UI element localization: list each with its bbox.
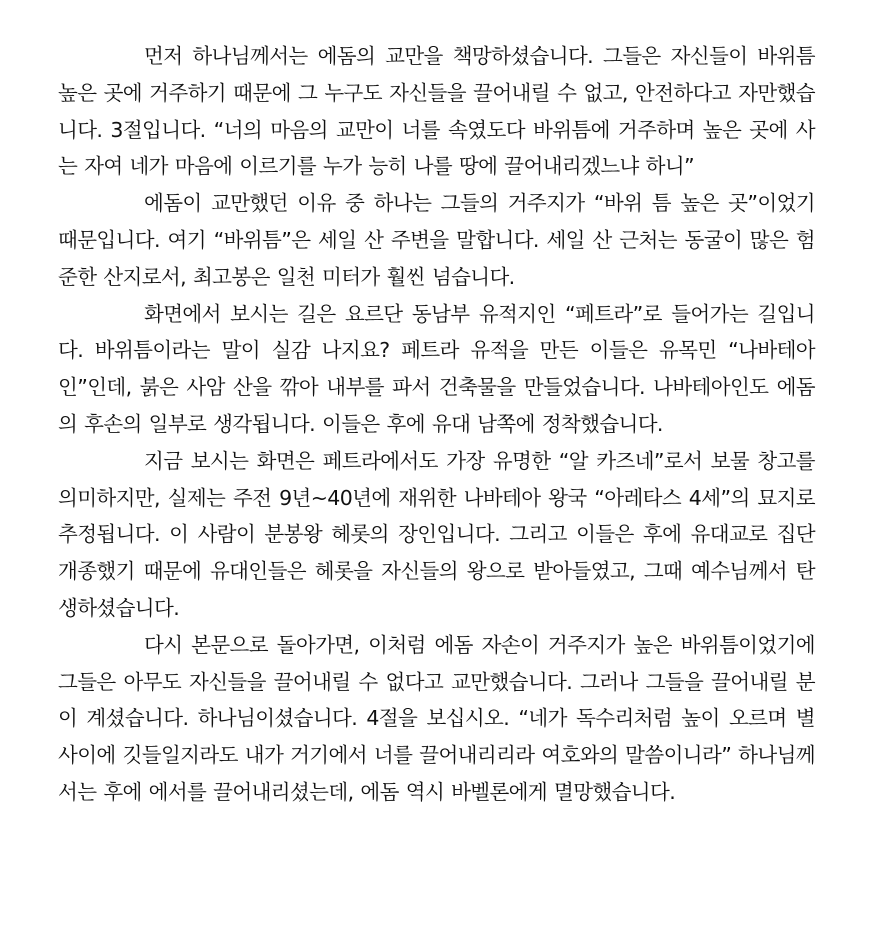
paragraph-3: 화면에서 보시는 길은 요르단 동남부 유적지인 “페트라”로 들어가는 길입니다. 바위틈이라는 말이 실감 나지요? 페트라 유적을 만든 이들은 유목민 “나바테아인”인데, 붉은 사암 산을 깎아 내부를 파서 건축물을 만들었습니다. 나바테아인도 에돔의 후손의 일부로 생각됩니다. 이들은 후에 유대 남쪽에 정착했습니다. — [58, 301, 815, 436]
paragraph-4: 지금 보시는 화면은 페트라에서도 가장 유명한 “알 카즈네”로서 보물 창고를 의미하지만, 실제는 주전 9년~40년에 재위한 나바테아 왕국 “아레타스 4세”의 묘지로 추정됩니다. 이 사람이 분봉왕 헤롯의 장인입니다. 그리고 이들은 후에 유대교로 집단 개종했기 때문에 유대인들은 헤롯을 자신들의 왕으로 받아들였고, 그때 예수님께서 탄생하셨습니다. — [58, 448, 815, 620]
document-body — [58, 38, 815, 811]
paragraph-5: 다시 본문으로 돌아가면, 이처럼 에돔 자손이 거주지가 높은 바위틈이었기에 그들은 아무도 자신들을 끌어내릴 수 없다고 교만했습니다. 그러나 그들을 끌어내릴 분이 계셨습니다. 하나님이셨습니다. 4절을 보십시오. “네가 독수리처럼 높이 오르며 별 사이에 깃들일지라도 내가 거기에서 너를 끌어내리리라 여호와의 말씀이니라” 하나님께서는 후에 에서를 끌어내리셨는데, 에돔 역시 바벨론에게 멸망했습니다. — [58, 632, 815, 804]
paragraph-1: 먼저 하나님께서는 에돔의 교만을 책망하셨습니다. 그들은 자신들이 바위틈 높은 곳에 거주하기 때문에 그 누구도 자신들을 끌어내릴 수 없고, 안전하다고 자만했습니다. 3절입니다. “너의 마음의 교만이 너를 속였도다 바위틈에 거주하며 높은 곳에 사는 자여 네가 마음에 이르기를 누가 능히 나를 땅에 끌어내리겠느냐 하니” — [58, 44, 815, 179]
paragraph-2: 에돔이 교만했던 이유 중 하나는 그들의 거주지가 “바위 틈 높은 곳”이었기 때문입니다. 여기 “바위틈”은 세일 산 주변을 말합니다. 세일 산 근처는 동굴이 많은 험준한 산지로서, 최고봉은 일천 미터가 훨씬 넘습니다. — [58, 191, 815, 289]
